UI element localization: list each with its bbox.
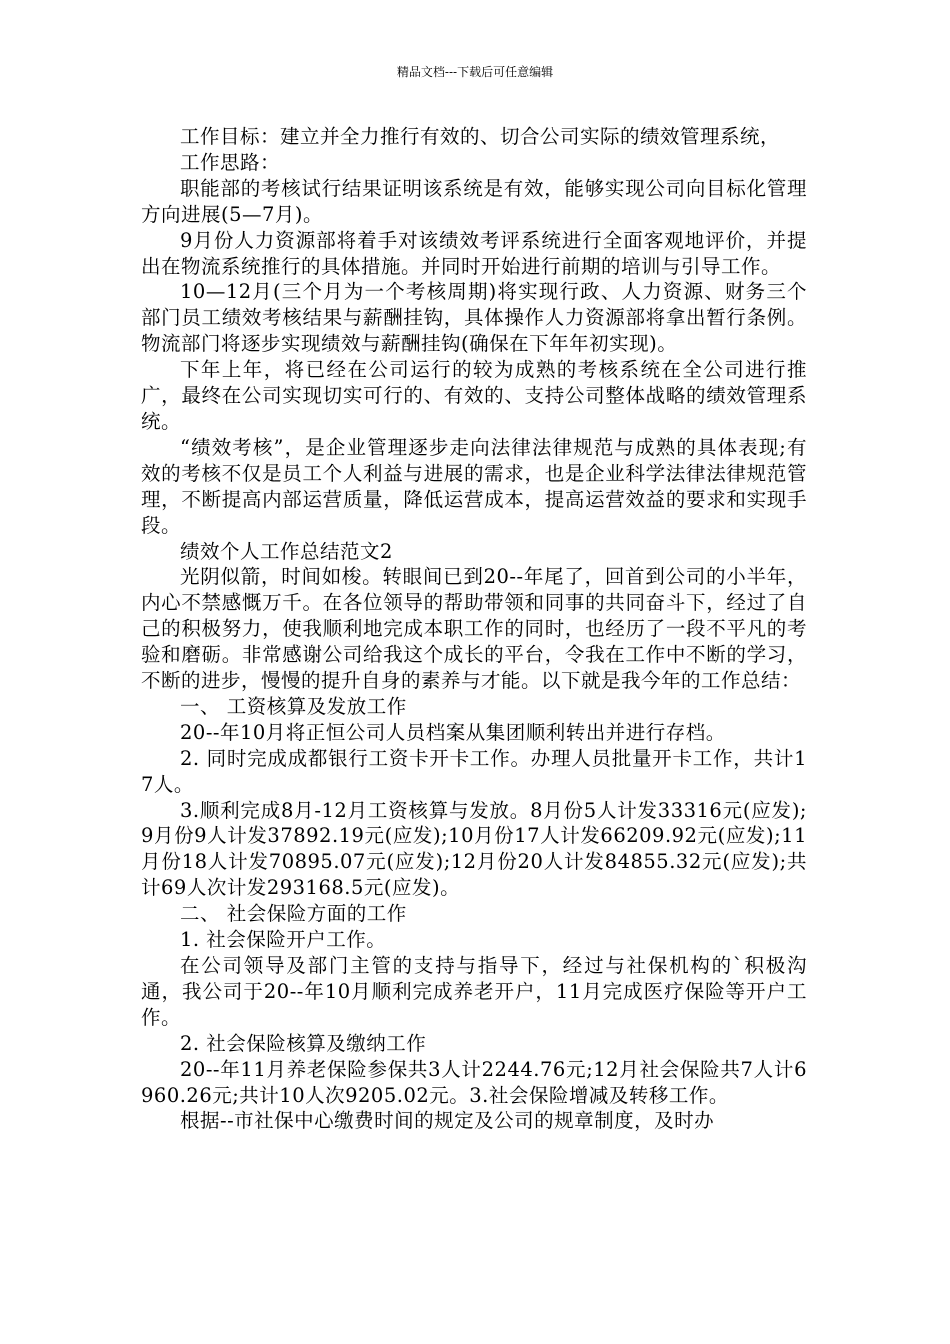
paragraph-september-plan: 9月份人力资源部将着手对该绩效考评系统进行全面客观地评价，并提出在物流系统推行的具体措施。并同时开始进行前期的培训与引导工作。: [141, 228, 807, 278]
paragraph-insurance-figures: 20--年11月养老保险参保共3人计2244.76元;12月社会保险共7人计6960.26元;共计10人次9205.02元。3.社会保险增减及转移工作。: [141, 1057, 807, 1107]
section-heading-payroll: 一、 工资核算及发放工作: [180, 694, 407, 718]
paragraph-payroll-archive: 20--年10月将正恒公司人员档案从集团顺利转出并进行存档。: [180, 720, 726, 744]
paragraph-oct-dec-plan: 10—12月(三个月为一个考核周期)将实现行政、人力资源、财务三个部门员工绩效考核结果与薪酬挂钩，具体操作人力资源部将拿出暂行条例。物流部门将逐步实现绩效与薪酬挂钩(确保在下年年初实现)。: [141, 280, 807, 356]
paragraph-bank-card: 2. 同时完成成都银行工资卡开卡工作。办理人员批量开卡工作，共计17人。: [141, 746, 807, 796]
paragraph-regulations: 根据--市社保中心缴费时间的规定及公司的规章制度，及时办: [180, 1109, 715, 1133]
paragraph-work-goal: 工作目标：建立并全力推行有效的、切合公司实际的绩效管理系统，: [180, 125, 781, 148]
document-body: [141, 124, 807, 1134]
section-heading-social-insurance: 二、 社会保险方面的工作: [180, 902, 407, 926]
paragraph-payroll-figures: 3.顺利完成8月-12月工资核算与发放。8月份5人计发33316元(应发);9月份9人计发37892.19元(应发);10月份17人计发66209.92元(应发);11月份18人计发70895.07元(应发);12月份20人计发84855.32元(应发);共计69人次计发293168.5元(应发)。: [141, 798, 807, 900]
paragraph-functional-dept: 职能部的考核试行结果证明该系统是有效，能够实现公司向目标化管理方向进展(5—7月)。: [141, 176, 807, 226]
paragraph-next-year-plan: 下年上年，将已经在公司运行的较为成熟的考核系统在全公司进行推广，最终在公司实现切实可行的、有效的、支持公司整体战略的绩效管理系统。: [141, 358, 807, 433]
paragraph-work-approach-heading: 工作思路：: [180, 150, 281, 174]
subheading-account-opening: 1. 社会保险开户工作。: [180, 928, 387, 952]
paragraph-account-opening: 在公司领导及部门主管的支持与指导下，经过与社保机构的`积极沟通，我公司于20--年10月顺利完成养老开户，11月完成医疗保险等开户工作。: [141, 954, 807, 1029]
paragraph-intro: 光阴似箭，时间如梭。转眼间已到20--年尾了，回首到公司的小半年，内心不禁感慨万千。在各位领导的帮助带领和同事的共同奋斗下，经过了自己的积极努力，使我顺利地完成本职工作的同时，也经历了一段不平凡的考验和磨砺。非常感谢公司给我这个成长的平台，令我在工作中不断的学习，不断的进步，慢慢的提升自身的素养与才能。以下就是我今年的工作总结：: [141, 565, 807, 693]
paragraph-sample-title: 绩效个人工作总结范文2: [180, 539, 393, 563]
paragraph-performance-evaluation: “绩效考核”，是企业管理逐步走向法律法律规范与成熟的具体表现;有效的考核不仅是员工个人利益与进展的需求，也是企业科学法律法律规范管理，不断提高内部运营质量，降低运营成本，提高运营效益的要求和实现手段。: [141, 435, 807, 537]
page-header: 精品文档---下载后可任意编辑: [396, 65, 554, 79]
subheading-insurance-payment: 2. 社会保险核算及缴纳工作: [180, 1031, 427, 1055]
